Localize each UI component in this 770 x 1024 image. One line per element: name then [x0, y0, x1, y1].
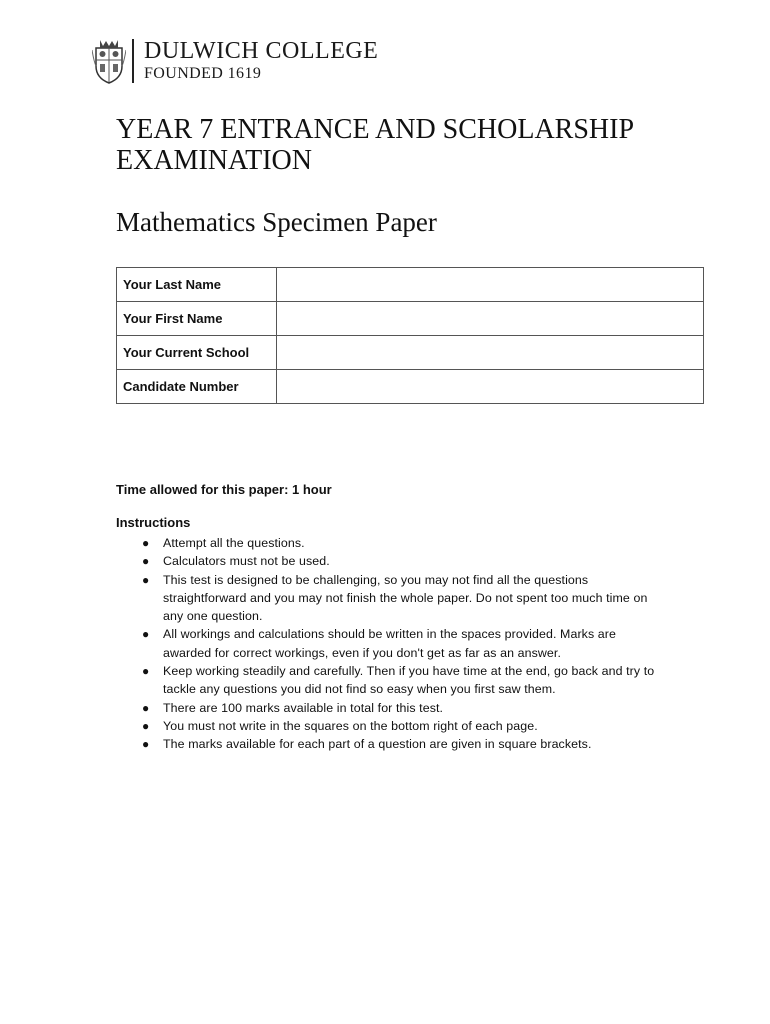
bullet-icon: ●: [142, 554, 150, 569]
bullet-icon: ●: [142, 536, 150, 550]
first-name-label: Your First Name: [117, 302, 277, 336]
bullet-icon: ●: [142, 700, 150, 715]
founded-year: FOUNDED 1619: [144, 65, 262, 82]
bullet-icon: ●: [142, 664, 150, 679]
first-name-field[interactable]: [277, 302, 704, 336]
table-row: [117, 302, 704, 336]
last-name-label: Your Last Name: [117, 268, 277, 302]
bullet-icon: ●: [142, 572, 150, 587]
list-item: ● This test is designed to be challenging, so you may not find all the questions straightforward and you may not finish the whole paper. Do not spent too much time on any one question.: [142, 572, 648, 624]
bullet-icon: ●: [142, 718, 150, 733]
college-name: DULWICH COLLEGE: [144, 38, 379, 64]
college-crest-icon: [92, 38, 126, 84]
list-item: ● Attempt all the questions.: [116, 534, 661, 552]
table-row: [117, 336, 704, 370]
college-logo: [92, 36, 378, 86]
list-item: ● Calculators must not be used.: [116, 552, 661, 570]
list-item: ● The marks available for each part of a question are given in square brackets.: [116, 735, 661, 753]
time-allowed: Time allowed for this paper: 1 hour: [116, 482, 332, 497]
logo-divider: [132, 39, 134, 83]
bullet-icon: ●: [142, 627, 150, 642]
last-name-field[interactable]: [277, 268, 704, 302]
table-row: [117, 268, 704, 302]
list-item: ● All workings and calculations should be written in the spaces provided. Marks are awarded for correct workings, even if you don't get as far as an answer.: [142, 627, 617, 660]
instructions-list: [116, 534, 661, 754]
instructions-heading: Instructions: [116, 515, 191, 530]
paper-subtitle: Mathematics Specimen Paper: [116, 207, 437, 237]
bullet-icon: ●: [142, 737, 150, 752]
candidate-number-label: Candidate Number: [117, 370, 277, 404]
current-school-field[interactable]: [277, 336, 704, 370]
list-item: ● Keep working steadily and carefully. Then if you have time at the end, go back and try to tackle any questions you did not find so easy when you first saw them.: [142, 664, 655, 697]
candidate-number-field[interactable]: [277, 370, 704, 404]
exam-title: YEAR 7 ENTRANCE AND SCHOLARSHIP EXAMINATION: [116, 114, 634, 176]
table-row: [117, 370, 704, 404]
current-school-label: Your Current School: [117, 336, 277, 370]
list-item: ● You must not write in the squares on the bottom right of each page.: [116, 717, 661, 735]
list-item: ● There are 100 marks available in total for this test.: [116, 699, 661, 717]
candidate-details-table: [116, 267, 704, 404]
